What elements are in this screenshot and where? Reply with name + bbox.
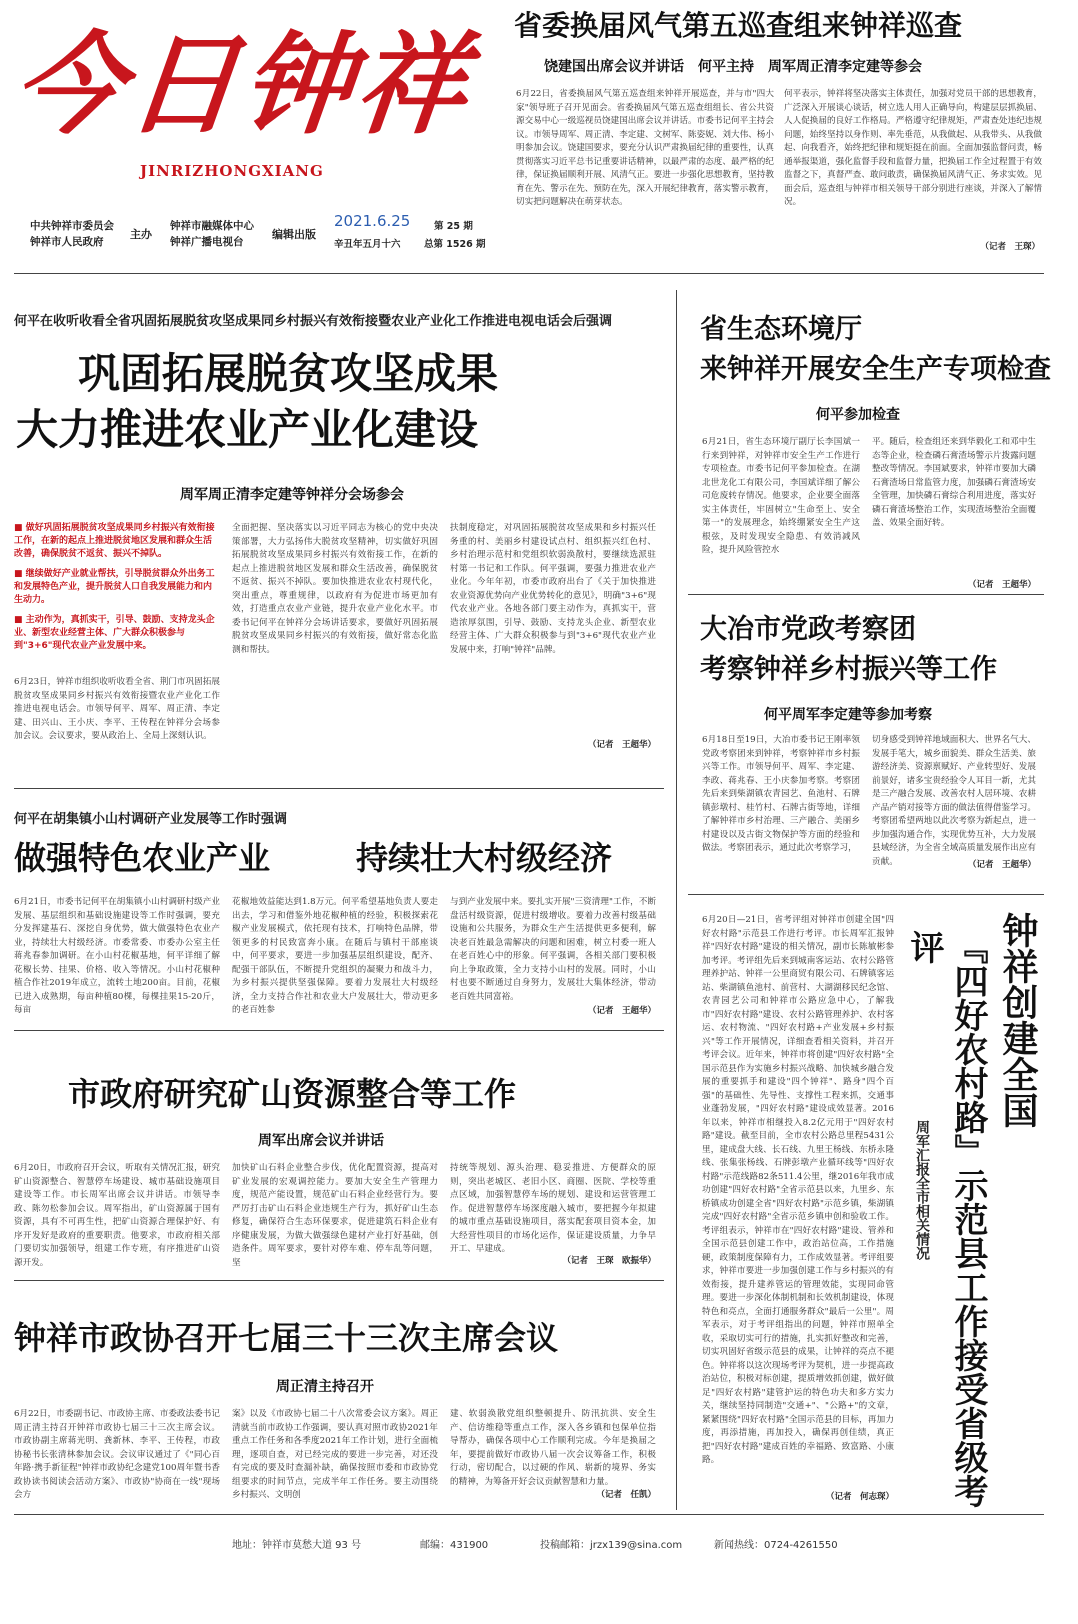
a1-col2: 何平表示，钟祥将坚决落实主体责任，加强对党员干部的思想教育，广泛深入开展谈心谈话，树立选人用人正确导向，构建层层抓换届、人人促换届的良好工作格局。严格遵守纪律规矩，严肃查处违纪违规问题，始终坚持以身作则、率先垂范，从我做起、从我带头、从我做起、向我看齐，始终把纪律和规矩挺在前面。全面加强监督问责，畅通举报渠道，强化监督手段和监督力量，把换届工作全过程置于有效监督之下，真督严查、敢问敢责，确保换届风清气正、务求实效。见面会后，巡查组与钟祥市相关领导干部分别进行座谈，并深入了解情况。 (784, 89, 1042, 207)
publisher-block (30, 218, 114, 250)
issue-date: 2021.6.25 (334, 212, 411, 230)
a3-col2: 花椒地效益能达到1.8万元。何平希望基地负责人要走出去，学习和借鉴外地花椒种植的经验，积极探索花椒产业发展模式，依托现有技术，打响特色品牌，带领更多的村民致富奔小康。在随后与镇村干部座谈中，何平要求，要进一步加强基层组织建设，配齐、配强干部队伍，不断提升党组织的凝聚力和战斗力，为乡村振兴提供坚强保障。要着力发展壮大村级经济，全力支持合作社和农业大户发展壮大，带动更多的老百姓参 (232, 897, 438, 1015)
a5-col2: 案》以及《市政协七届二十八次常委会议方案》。周正清就当前市政协工作强调，要认真对照市政协2021年重点工作任务和各季度2021年工作计划，进行全面梳理，逐项自查，对已经完成的要进一步完善，对还没有完成的要及时查漏补缺，确保按照市委和市政协党组要求的时间节点，完成半年工作任务。要主动围绕乡村振兴、文明创 (232, 1409, 438, 1500)
a2-headline-line2: 大力推进农业产业化建设 (16, 405, 479, 454)
a2-deck: 周军周正清李定建等钟祥分会场参会 (180, 487, 404, 503)
a7-credit: （记者 王超华） (967, 860, 1036, 870)
a7-col2: 切身感受到钟祥地域面积大、世界名气大、发展手笔大，城乡面貌美、群众生活美、旅游经济美、资源禀赋好、产业转型好、发展前景好，诸多宝贵经验令人耳目一新，尤其是三产融合发展、改善农村人居环境、农耕产品产销对接等方面的做法值得借鉴学习。考察团希望两地以此次考察为新起点，进一步加强沟通合作，实现优势互补，大力发展县域经济，为全省全域高质量发展作出应有贡献。 (872, 735, 1036, 867)
a4-credit: （记者 王琛 欧振华） (562, 1256, 656, 1266)
a3-credit: （记者 王超华） (587, 1006, 656, 1016)
lunar-date: 辛丑年五月十六 (334, 239, 401, 250)
host-label: 主办 (130, 228, 152, 241)
a8-credit: （记者 何志琛） (825, 1492, 894, 1502)
a6-headline-line2: 来钟祥开展安全生产专项检查 (700, 354, 1051, 385)
a3-headline-right: 持续壮大村级经济 (356, 839, 613, 877)
a1-headline: 省委换届风气第五巡查组来钟祥巡查 (514, 9, 963, 42)
a4-col3: 持统等规划、源头治理、稳妥推进、方便群众的原则，突出老城区、老旧小区、商圈、医院、学校等重点区域，加强智慧停车场的规划、建设和运营管理工作。促进智慧停车场深度融入城市，要把握今年拟建的城市重点基础设施项目，落实配套项目资本金，加大经营性项目的市场化运作，保证建设质量，力争早开工、早建成。 (450, 1163, 656, 1254)
a3-col1: 6月21日，市委书记何平在胡集镇小山村调研村级产业发展、基层组织和基础设施建设等工作时强调，要充分发挥建基石、深挖自身优势，做大做强特色农业产业，持续壮大村级经济。市委常委、市委办公室主任蒋兆春参加调研。在小山村花椒基地，何平详细了解花椒长势、挂果、价格、收入等情况。小山村花椒种植合作社2019年成立，流转土地200亩。目前，花椒已进入成熟期，每亩种植80棵，每棵挂果15-20斤，每亩 (14, 897, 220, 1015)
total-issue: 总第 1526 期 (424, 239, 486, 250)
a8-headline-line2: 『四好农村路』示范县工作接受省级考评 (904, 930, 988, 1508)
a8-deck: 周军汇报全市相关情况 (914, 1120, 930, 1260)
editor-line1: 钟祥市融媒体中心 (170, 220, 254, 232)
a6-deck: 何平参加检查 (816, 407, 900, 423)
a7-headline-line1: 大冶市党政考察团 (700, 614, 916, 645)
a6-col2: 平。随后，检查组还来到华毅化工和邓中生态等企业，检查磷石膏渣场警示片拨露问题整改等情况。李国斌要求，钟祥市要加大磷石膏渣场日常监管力度，加强磷石膏渣场安全管理，加快磷石膏综合利用进度，落实好磷石膏渣场整治工作，实现渣场整治全面覆盖、效果全面好转。 (872, 437, 1036, 528)
masthead-logo: 今日钟祥 (7, 20, 477, 149)
editor-block (170, 218, 254, 250)
publisher-line1: 中共钟祥市委员会 (30, 220, 114, 232)
a7-headline-line2: 考察钟祥乡村振兴等工作 (700, 654, 997, 685)
a4-deck: 周军出席会议并讲话 (258, 1133, 384, 1149)
a1-col1: 6月22日，省委换届风气第五巡查组来钟祥开展巡查，并与市"四大家"领导班子召开见面会。省委换届风气第五巡查组组长、省公共资源交易中心一级巡视员饶建国出席会议并讲话。市委书记何平主持会议。市领导周军、周正清、李定建、文树军、陈姿妮、刘大伟、杨小明参加会议。饶建国要求，要充分认识严肃换届纪律的重要性，认真贯彻落实习近平总书记重要讲话精神，以最严肃的态度、最严格的纪律，保证换届顺利开展、风清气正。要进一步强化思想教育，坚持教育在先、警示在先、预防在先，深入开展纪律教育，落实警示教育，切实把问题解决在萌芽状态。 (516, 89, 774, 207)
edit-label: 编辑出版 (272, 228, 316, 241)
a3-headline-left: 做强特色农业产业 (14, 839, 271, 877)
footer-postcode: 邮编：431900 (420, 1540, 489, 1551)
a1-credit: （记者 王琛） (980, 242, 1040, 252)
a2-headline-line1: 巩固拓展脱贫攻坚成果 (78, 349, 499, 398)
a3-col3: 与到产业发展中来。要扎实开展"三资清理"工作，不断盘活村级资源，促进村级增收。要着力改善村级基础设施和公共服务，为群众生产生活提供更多便利，解决老百姓最急需解决的问题和困难，树立村委一班人在老百姓心中的形象。何平强调，各相关部门要积极向上争取政策，全力支持小山村的发展。同时，小山村也要不断通过自身努力，发展壮大集体经济，带动老百姓共同富裕。 (450, 897, 656, 1002)
a8-headline-line1: 钟祥创建全国 (997, 912, 1039, 1128)
a5-col3: 建、软弱涣散党组织整顿提升、防汛抗洪、安全生产、信访维稳等重点工作，深入各乡镇和包保单位指导帮办，确保各项中心工作顺利完成。今年是换届之年，要提前做好市政协八届一次会议筹备工作，积极行动，密切配合，以过硬的作风、崭新的境界、务实的精神，为筹备开好会议贡献智慧和力量。 (450, 1409, 656, 1487)
a2-bullet-2: ■ 继续做好产业就业帮扶，引导脱贫群众外出务工和发展特色产业，提升脱贫人口自我发展能力和内生动力。 (14, 568, 220, 607)
masthead-pinyin: JINRIZHONGXIANG (140, 162, 324, 180)
a2-bullet-1: ■ 做好巩固拓展脱贫攻坚成果同乡村振兴有效衔接工作，在新的起点上推进脱贫地区发展和群众生活改善，确保脱贫不返贫、振兴不掉队。 (14, 522, 220, 561)
a6-credit: （记者 王超华） (967, 580, 1036, 590)
a4-col2: 加快矿山石料企业整合步伐，优化配置资源，提高对矿业发展的宏观调控能力。要加大安全生产管理力度，规范产能设置，规范矿山石料企业经营行为。要严厉打击矿山石料企业违规生产行为，抓好矿山生态修复，确保符合生态环保要求，促进建筑石料企业有序健康发展，为做大做强绿色建材产业打好基础，创造条件。周军要求，要针对停车难、停车乱等问题，坚 (232, 1163, 438, 1268)
a4-col1: 6月20日，市政府召开会议，听取有关情况汇报，研究矿山资源整合、智慧停车场建设、城市基础设施项目建设等工作。市长周军出席会议并讲话。市领导李政、陈勿松参加会议。周军指出，矿山资源属于国有资源，具有不可再生性，把矿山资源合理保护好、有序开发好是政府的重要职责。他要求，市政府相关部门要切实加强领导，组建工作专班，有序推进矿山资源开发。 (14, 1163, 220, 1268)
a2-summary-bullets (14, 522, 220, 660)
a7-deck: 何平周军李定建等参加考察 (764, 707, 932, 723)
a6-headline-line1: 省生态环境厅 (700, 314, 862, 345)
a2-credit: （记者 王超华） (587, 740, 656, 750)
a5-col1: 6月22日，市委副书记、市政协主席、市委政法委书记周正清主持召开钟祥市政协七届三十三次主席会议。市政协副主席蒋光明、龚新林、李平、王传程，市政协秘书长张清林参加会议。会议审议通过了《"同心百年路·携手新征程"钟祥市政协纪念建党100周年暨书香政协读书阅读会活动方案》、市政协"协商在一线"现场会方 (14, 1409, 220, 1500)
a5-headline: 钟祥市政协召开七届三十三次主席会议 (14, 1319, 559, 1357)
a7-col1: 6月18日至19日，大冶市委书记王刚率领党政考察团来到钟祥，考察钟祥市乡村振兴等工作。市领导何平、周军、李定建、李政、蒋兆春、王小庆参加考察。考察团先后来到柴湖镇农青园艺、鱼池村、石牌镇彭墩村、桂竹村、石牌古街等地，详细了解钟祥市乡村治理、三产融合、美丽乡村建设以及古街文物保护等方面的经验和做法。考察团表示，通过此次考察学习， (702, 735, 860, 853)
a2-bullet-3: ■ 主动作为，真抓实干，引导、鼓励、支持龙头企业、新型农业经营主体、广大群众积极参与到"3+6"现代农业产业发展中来。 (14, 614, 220, 653)
a5-credit: （记者 任凯） (596, 1490, 656, 1500)
footer-hotline: 新闻热线：0724-4261550 (714, 1540, 838, 1551)
a2-kicker: 何平在收听收看全省巩固拓展脱贫攻坚成果同乡村振兴有效衔接暨农业产业化工作推进电视电话会后强调 (14, 314, 613, 329)
footer-email: 投稿邮箱：jrzx139@sina.com (540, 1540, 683, 1551)
a3-kicker: 何平在胡集镇小山村调研产业发展等工作时强调 (14, 812, 288, 827)
a5-deck: 周正清主持召开 (276, 1379, 374, 1395)
issue-number: 第 25 期 (434, 221, 473, 232)
a6-col1: 6月21日，省生态环境厅副厅长李国斌一行来到钟祥，对钟祥市安全生产工作进行专项检查。市委书记何平参加检查。在湖北世龙化工有限公司，李国斌详细了解公司危废转存情况。他要求，企业要全面落实主体责任，牢固树立"生命至上、安全第一"的发展理念，始终绷紧安全生产这根弦，及时发现安全隐患、有效消减风险，提升风险管控水 (702, 437, 860, 555)
footer-address: 地址：钟祥市莫愁大道 93 号 (232, 1540, 362, 1551)
a2-col3: 扶制度稳定，对巩固拓展脱贫攻坚成果和乡村振兴任务重的村、美丽乡村建设试点村、组织振兴红色村、乡村治理示范村和党组织软弱涣散村，要继续选派驻村第一书记和工作队。何平强调，要强力推进农业产业化。今年年初，市委市政府出台了《关于加快推进农业资源优势向产业优势转化的意见》，明确"3+6"现代农业产业。各地各部门要主动作为，真抓实干，营造浓厚氛围，引导、鼓励、支持龙头企业、新型农业经营主体、广大群众积极参与到"3+6"现代农业产业发展中来，打响"钟祥"品牌。 (450, 523, 656, 655)
a2-col2: 全面把握、坚决落实以习近平同志为核心的党中央决策部署，大力弘扬伟大脱贫攻坚精神，切实做好巩固拓展脱贫攻坚成果同乡村振兴有效衔接工作，在新的起点上推进脱贫地区发展和群众生活改善，确保脱贫不返贫、振兴不掉队。要加快推进农业农村现代化，突出重点，尊重规律，以政府有为促进市场更加有效，打造重点农业产业链，提升农业产业化水平。市委书记何平在钟祥分会场讲话要求，要做好巩固拓展脱贫攻坚成果同乡村振兴的有效衔接，做好常态化监测和帮扶。 (232, 523, 438, 655)
a2-col1: 6月23日，钟祥市组织收听收看全省、荆门市巩固拓展脱贫攻坚成果同乡村振兴有效衔接暨农业产业化工作推进电视电话会。市领导何平、周军、周正清、李定建、田兴山、王小庆、李平、王传程在钟祥分会场参加会议。会议要求，要从政治上、全局上深刻认识。 (14, 677, 220, 741)
editor-line2: 钟祥广播电视台 (170, 236, 244, 248)
a1-subhead: 饶建国出席会议并讲话 何平主持 周军周正清李定建等参会 (544, 59, 922, 75)
a4-headline: 市政府研究矿山资源整合等工作 (68, 1075, 517, 1113)
a8-body: 6月20日—21日，省考评组对钟祥市创建全国"四好农村路"示范县工作进行考评。市长周军汇报钟祥"四好农村路"建设的相关情况，副市长陈敏彬参加考评。考评组先后来到城南客运站、农村公路管理养护站、钟祥一公里商贸有限公司、石牌镇客运站、柴湖镇鱼池村、前营村、大湖湖移民纪念馆、农青园艺公司和钟祥市公路应急中心，了解我市"四好农村路"建设、农村公路管理养护、农村客运、农村物流、"四好农村路+产业发展+乡村振兴"等工作开展情况，详细查看相关资料，并召开考评会议。近年来，钟祥市将创建"四好农村路"全国示范县作为实施乡村振兴战略、加快城乡融合发展的重要抓手和建设"四个钟祥"、路身"四个百强"的基础性、先导性、支撑性工程来抓，交通事业蓬勃发展，"四好农村路"建设成效显著。2016年以来，钟祥市相继投入8.2亿元用于"四好农村路"建设。截至目前，全市农村公路总里程5431公里，建成盘大线、长石线、九里王杨线、东桥永隆线、张集张杨线、石牌彭墩产业循环线等"四好农村路"示范线路82条511.4公里，继2016年我市成功创建"四好农村路"全省示范县以来，九里乡、东桥镇成功创建全省"四好农村路"示范乡镇，柴湖镇完成"四好农村路"全省示范乡镇申创和验收工作。考评组表示，钟祥市在"四好农村路"建设、管养和全国示范县创建工作中，政治站位高，工作措施硬，政策制度保障有力，工作成效显著。考评组要求，钟祥市要进一步加强创建工作与乡村振兴的有效衔接，提升建养管运的管理效能，实现同命管理。要进一步深化体制机制和长效机制建设，体现特色和亮点，全面打通服务群众"最后一公里"。周军表示，对于考评组指出的问题，钟祥市照单全收，采取切实可行的措施，扎实抓好整改和完善，切实巩固好省级示范县的成果，让钟祥的亮点不褪色。钟祥将以这次现场考评为契机，进一步提高政治站位，积极对标创建，提质增效抓创建，做好做足"四好农村路"建管护运的特色功夫和多方实力关，继续坚持同制造"交通+"、"公路+"的文章，紧紧围绕"四好农村路"全国示范县的目标，再加力度，再添措施，再加投入，确保再创佳绩，真正把"四好农村路"建成百姓的幸福路、致富路、小康路。 (702, 915, 894, 1465)
publisher-line2: 钟祥市人民政府 (30, 236, 104, 248)
